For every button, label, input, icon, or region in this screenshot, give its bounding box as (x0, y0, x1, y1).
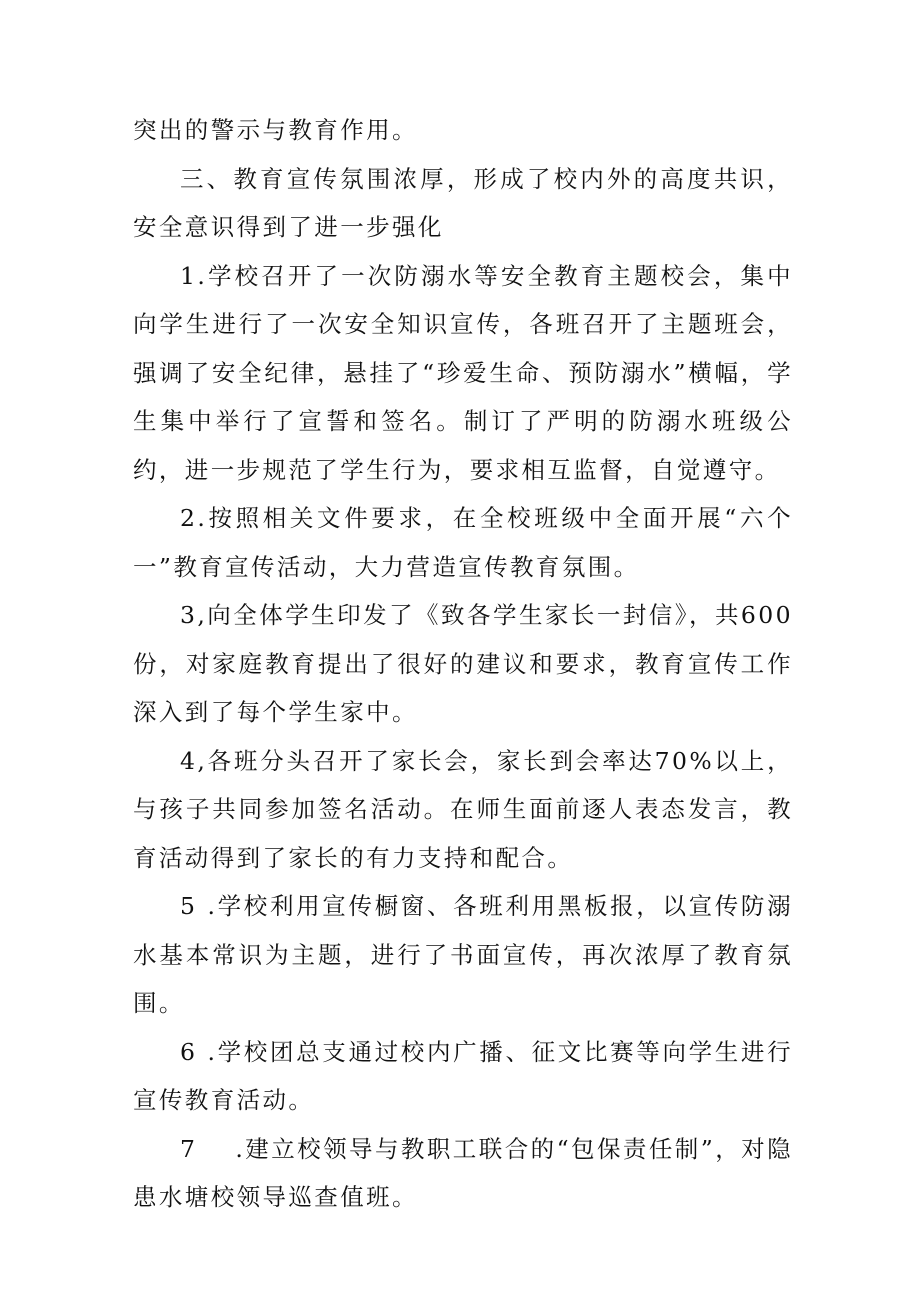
list-item-3: 3,向全体学生印发了《致各学生家长一封信》，共600份，对家庭教育提出了很好的建议和要求，教育宣传工作深入到了每个学生家中。 (133, 601, 793, 726)
section-heading: 三、教育宣传氛围浓厚，形成了校内外的高度共识，安全意识得到了进一步强化 (133, 164, 793, 241)
list-item-1: 1.学校召开了一次防溺水等安全教育主题校会，集中向学生进行了一次安全知识宣传，各班召开了主题班会，强调了安全纪律，悬挂了“珍爱生命、预防溺水”横幅，学生集中举行了宣誓和签名。制订了严明的防溺水班级公约，进一步规范了学生行为，要求相互监督，自觉遵守。 (133, 261, 793, 484)
list-item-7-text: .建立校领导与教职工联合的“包保责任制”，对隐患水塘校领导巡查值班。 (133, 1134, 793, 1211)
list-item-7 (133, 1125, 793, 1222)
list-item-5: 5 .学校利用宣传橱窗、各班利用黑板报，以宣传防溺水基本常识为主题，进行了书面宣传，再次浓厚了教育氛围。 (133, 892, 793, 1017)
list-item-6: 6 .学校团总支通过校内广播、征文比赛等向学生进行宣传教育活动。 (133, 1037, 793, 1114)
list-item-2: 2.按照相关文件要求，在全校班级中全面开展“六个一”教育宣传活动，大力营造宣传教育氛围。 (133, 504, 793, 581)
document-body (133, 106, 793, 1222)
list-item-7-number: 7 (180, 1134, 198, 1163)
list-item-4: 4,各班分头召开了家长会，家长到会率达70%以上，与孩子共同参加签名活动。在师生面前逐人表态发言，教育活动得到了家长的有力支持和配合。 (133, 746, 793, 872)
paragraph-continuation: 突出的警示与教育作用。 (133, 116, 418, 144)
